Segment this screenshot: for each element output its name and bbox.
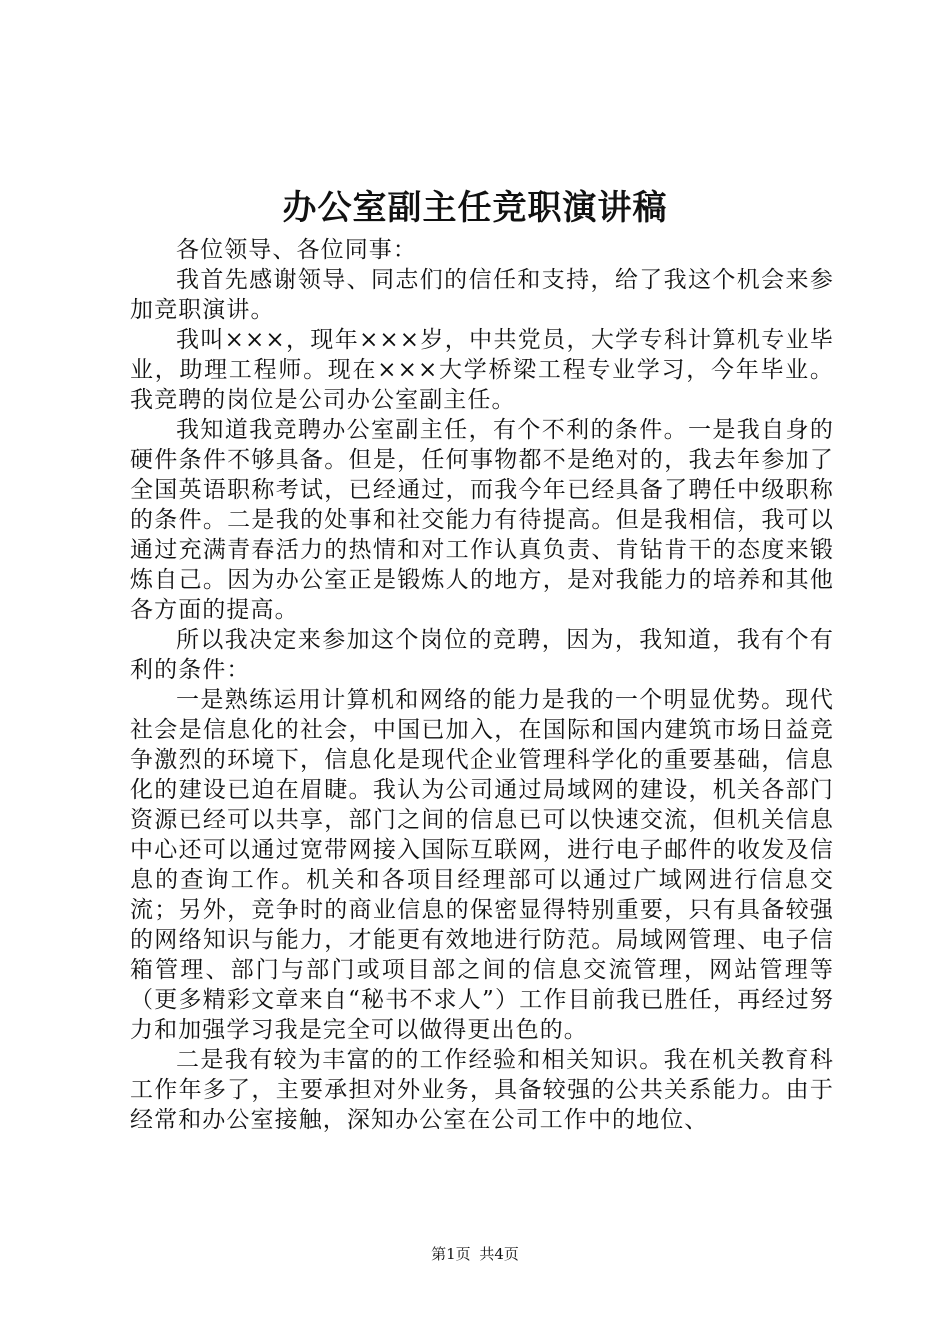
paragraph-disadvantages: 我知道我竞聘办公室副主任，有个不利的条件。一是我自身的硬件条件不够具备。但是，任何事物都不是绝对的，我去年参加了全国英语职称考试，已经通过，而我今年已经具备了聘任中级职称的条件。二是我的处事和社交能力有待提高。但是我相信，我可以通过充满青春活力的热情和对工作认真负责、肯钻肯干的态度来锻炼自己。因为办公室正是锻炼人的地方，是对我能力的培养和其他各方面的提高。: [130, 417, 834, 623]
paragraph-advantage-one: 一是熟练运用计算机和网络的能力是我的一个明显优势。现代社会是信息化的社会，中国已加入，在国际和国内建筑市场日益竞争激烈的环境下，信息化是现代企业管理科学化的重要基础，信息化的建设已迫在眉睫。我认为公司通过局域网的建设，机关各部门资源已经可以共享，部门之间的信息已可以快速交流，但机关信息中心还可以通过宽带网接入国际互联网，进行电子邮件的收发及信息的查询工作。机关和各项目经理部可以通过广域网进行信息交流；另外，竞争时的商业信息的保密显得特别重要，只有具备较强的网络知识与能力，才能更有效地进行防范。局域网管理、电子信箱管理、部门与部门或项目部之间的信息交流管理，网站管理等（更多精彩文章来自“秘书不求人”）工作目前我已胜任，再经过努力和加强学习我是完全可以做得更出色的。: [130, 687, 834, 1043]
document-title: 办公室副主任竞职演讲稿: [282, 188, 668, 228]
document-body: [130, 235, 834, 1135]
paragraph-salutation: 各位领导、各位同事：: [176, 237, 417, 263]
page-footer: [0, 1244, 950, 1264]
paragraph-advantage-two: 二是我有较为丰富的的工作经验和相关知识。我在机关教育科工作年多了，主要承担对外业务，具备较强的公共关系能力。由于经常和办公室接触，深知办公室在公司工作中的地位、: [130, 1047, 834, 1133]
page-total: 共4页: [479, 1245, 519, 1263]
paragraph-thanks: 我首先感谢领导、同志们的信任和支持，给了我这个机会来参加竞职演讲。: [130, 267, 834, 323]
paragraph-decision: 所以我决定来参加这个岗位的竞聘，因为，我知道，我有个有利的条件：: [130, 627, 834, 683]
paragraph-self-intro: 我叫×××，现年×××岁，中共党员，大学专科计算机专业毕业，助理工程师。现在×××大学桥梁工程专业学习，今年毕业。我竞聘的岗位是公司办公室副主任。: [130, 327, 834, 413]
page-number: 第1页: [431, 1245, 471, 1263]
